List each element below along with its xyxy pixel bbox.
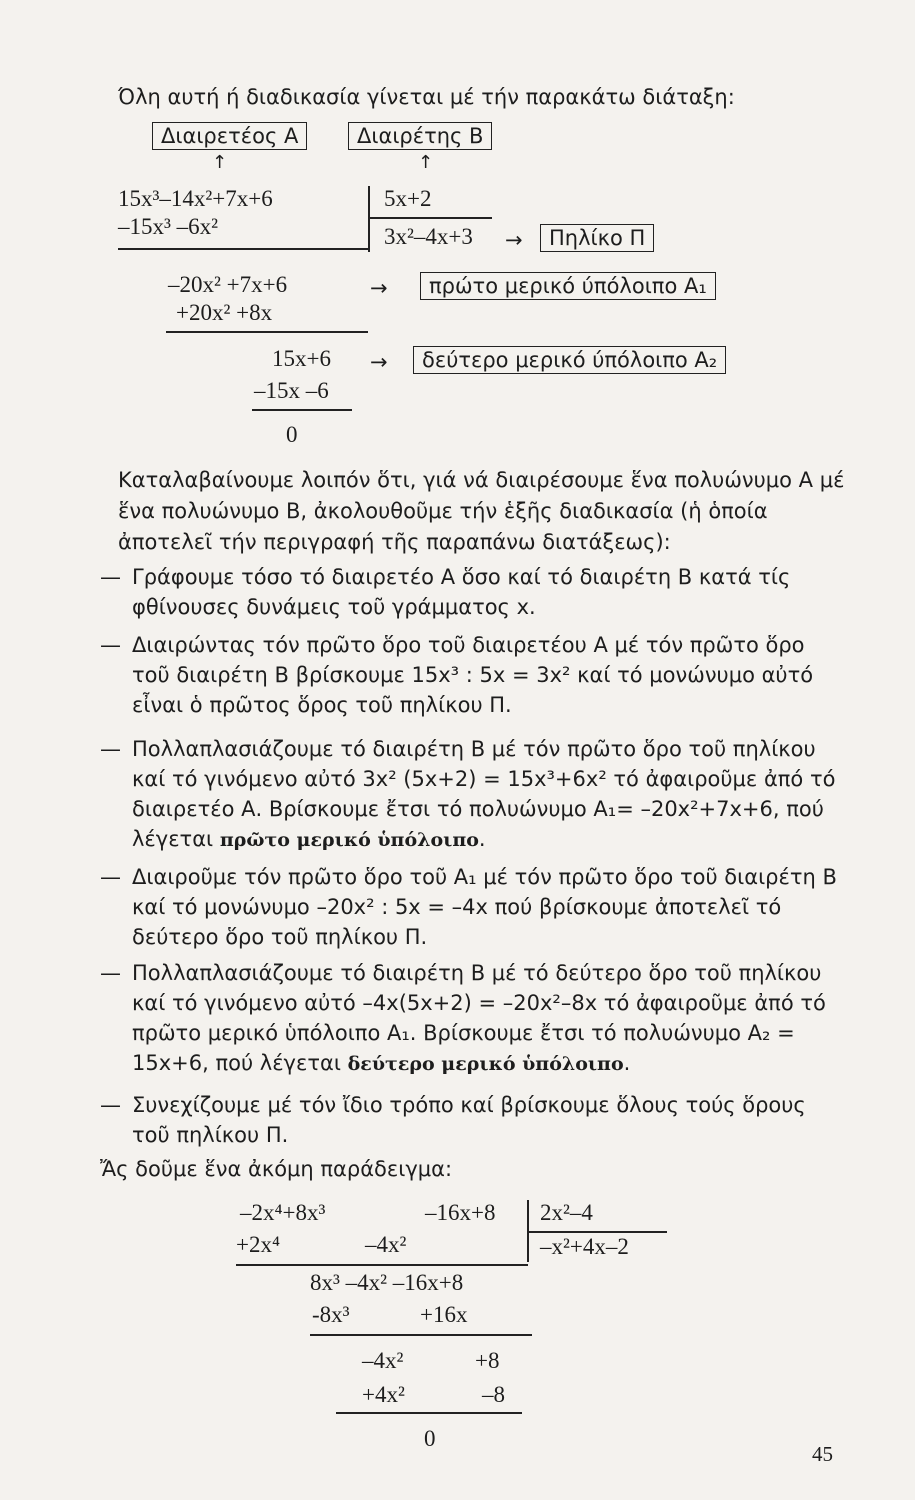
bold-term: δεύτερο μερικό ὑπόλοιπο: [347, 1053, 624, 1075]
arrow-right-icon: →: [505, 228, 523, 252]
division1-line-1: [118, 248, 370, 250]
division2-divisor: 2x²–4: [540, 1200, 593, 1225]
division2-row5-left: –4x²: [362, 1348, 404, 1373]
bullet-text-container: [132, 958, 848, 1079]
division2-line-3: [336, 1412, 522, 1414]
divisor-label-box: Διαιρέτης Β: [348, 122, 492, 150]
division2-row6-left: +4x²: [362, 1382, 405, 1407]
bullet-text: Διαιρώντας τόν πρῶτο ὅρο τοῦ διαιρετέου Α μέ τόν πρῶτο ὅρο τοῦ διαιρέτη Β βρίσκουμε 15x³ : 5x = 3x² καί τό μονώνυμο αὐτό εἶναι ὁ πρῶτος ὅρος τοῦ πηλίκου Π.: [132, 633, 814, 717]
arrow-right-icon: →: [370, 350, 388, 374]
page-number: 45: [812, 1442, 833, 1466]
bullet-dash: —: [100, 565, 121, 589]
bullet-dash: —: [100, 633, 121, 657]
bullet-text-container: [132, 734, 848, 855]
division1-divisor: 5x+2: [384, 186, 432, 211]
division2-row1-right: –16x+8: [425, 1200, 496, 1225]
quotient-label-box: Πηλίκο Π: [540, 224, 654, 252]
division1-remainder-2: 15x+6: [272, 346, 331, 371]
division1-subtraction-3: –15x –6: [254, 378, 329, 403]
division1-vertical-line: [368, 186, 370, 252]
division1-divisor-line: [368, 217, 492, 219]
bullet-dash: —: [100, 865, 121, 889]
division2-row6-right: –8: [482, 1382, 505, 1407]
division2-line-2: [310, 1334, 532, 1336]
division1-line-3: [252, 409, 352, 411]
remainder1-label-box: πρώτο μερικό ύπόλοιπο Α₁: [420, 272, 716, 300]
arrow-right-icon: →: [370, 276, 388, 300]
bullet-text: Διαιροῦμε τόν πρῶτο ὅρο τοῦ Α₁ μέ τόν πρῶτο ὅρο τοῦ διαιρέτη Β καί τό μονώνυμο –20x² : 5x = –4x πού βρίσκουμε ἀποτελεῖ τό δεύτερο ὅρο τοῦ πηλίκου Π.: [132, 865, 837, 949]
division2-row4-left: -8x³: [312, 1302, 350, 1327]
division2-row2-left: +2x⁴: [236, 1232, 280, 1257]
division1-remainder-1: –20x² +7x+6: [168, 272, 288, 297]
division1-subtraction-2: +20x² +8x: [176, 300, 273, 325]
bullet-dash: —: [100, 1093, 121, 1117]
division2-line-1: [236, 1264, 528, 1266]
example-intro: Ἄς δοῦμε ἕνα ἀκόμη παράδειγμα:: [100, 1157, 453, 1181]
arrow-up-icon: ↑: [212, 152, 228, 173]
bullet-text: Πολλαπλασιάζουμε τό διαιρέτη Β μέ τό δεύτερο ὅρο τοῦ πηλίκου καί τό γινόμενο αὐτό –4x(5x+2) = –20x²–8x τό ἀφαιροῦμε ἀπό τό πρῶτο μερικό ὑπόλοιπο Α₁. Βρίσκουμε ἔτσι τό πολυώνυμο Α₂ = 15x+6, πού λέγεται: [132, 961, 826, 1075]
division2-divisor-line: [527, 1231, 667, 1233]
division2-quotient: –x²+4x–2: [540, 1234, 629, 1259]
bullet-text: Συνεχίζουμε μέ τόν ἴδιο τρόπο καί βρίσκουμε ὅλους τούς ὅρους τοῦ πηλίκου Π.: [132, 1093, 806, 1147]
bullet-text: Πολλαπλασιάζουμε τό διαιρέτη Β μέ τόν πρῶτο ὅρο τοῦ πηλίκου καί τό γινόμενο αὐτό 3x² (5x+2) = 15x³+6x² τό ἀφαιροῦμε ἀπό τό διαιρετέο Α. Βρίσκουμε ἔτσι τό πολυώνυμο Α₁= –20x²+7x+6, πού λέγεται: [132, 737, 836, 851]
division2-row3: 8x³ –4x² –16x+8: [310, 1270, 464, 1295]
bullet-text-end: .: [623, 1051, 631, 1075]
explanation-paragraph: Καταλαβαίνουμε λοιπόν ὅτι, γιά νά διαιρέσουμε ἕνα πολυώνυμο Α μέ ἕνα πολυώνυμο Β, ἀκολουθοῦμε τήν ἑξῆς διαδικασία (ἡ ὁποία ἀποτελεῖ τήν περιγραφή τῆς παραπάνω διατάξεως):: [118, 468, 845, 554]
bullet-text: Γράφουμε τόσο τό διαιρετέο Α ὅσο καί τό διαιρέτη Β κατά τίς φθίνουσες δυνάμεις τοῦ γράμματος x.: [132, 565, 791, 619]
division2-result: 0: [424, 1426, 436, 1451]
remainder2-label-box: δεύτερο μερικό ύπόλοιπο Α₂: [413, 346, 726, 374]
bullet-dash: —: [100, 961, 121, 985]
bullet-text-end: .: [478, 827, 486, 851]
division2-row4-right: +16x: [420, 1302, 468, 1327]
dividend-label-box: Διαιρετέος Α: [152, 122, 307, 150]
bullet-dash: —: [100, 737, 121, 761]
division1-subtraction-1: –15x³ –6x²: [118, 214, 219, 239]
bold-term: πρῶτο μερικό ὑπόλοιπο: [219, 829, 479, 851]
arrow-up-icon: ↑: [418, 152, 434, 173]
division1-quotient: 3x²–4x+3: [384, 224, 473, 249]
division2-row2-right: –4x²: [365, 1232, 407, 1257]
division1-dividend: 15x³–14x²+7x+6: [118, 186, 273, 211]
division1-line-2: [166, 331, 368, 333]
intro-text: Όλη αυτή ή διαδικασία γίνεται μέ τήν παρακάτω διάταξη:: [118, 85, 735, 109]
division1-result: 0: [286, 422, 298, 447]
division2-row1-left: –2x⁴+8x³: [240, 1200, 326, 1225]
division2-row5-right: +8: [475, 1348, 500, 1373]
